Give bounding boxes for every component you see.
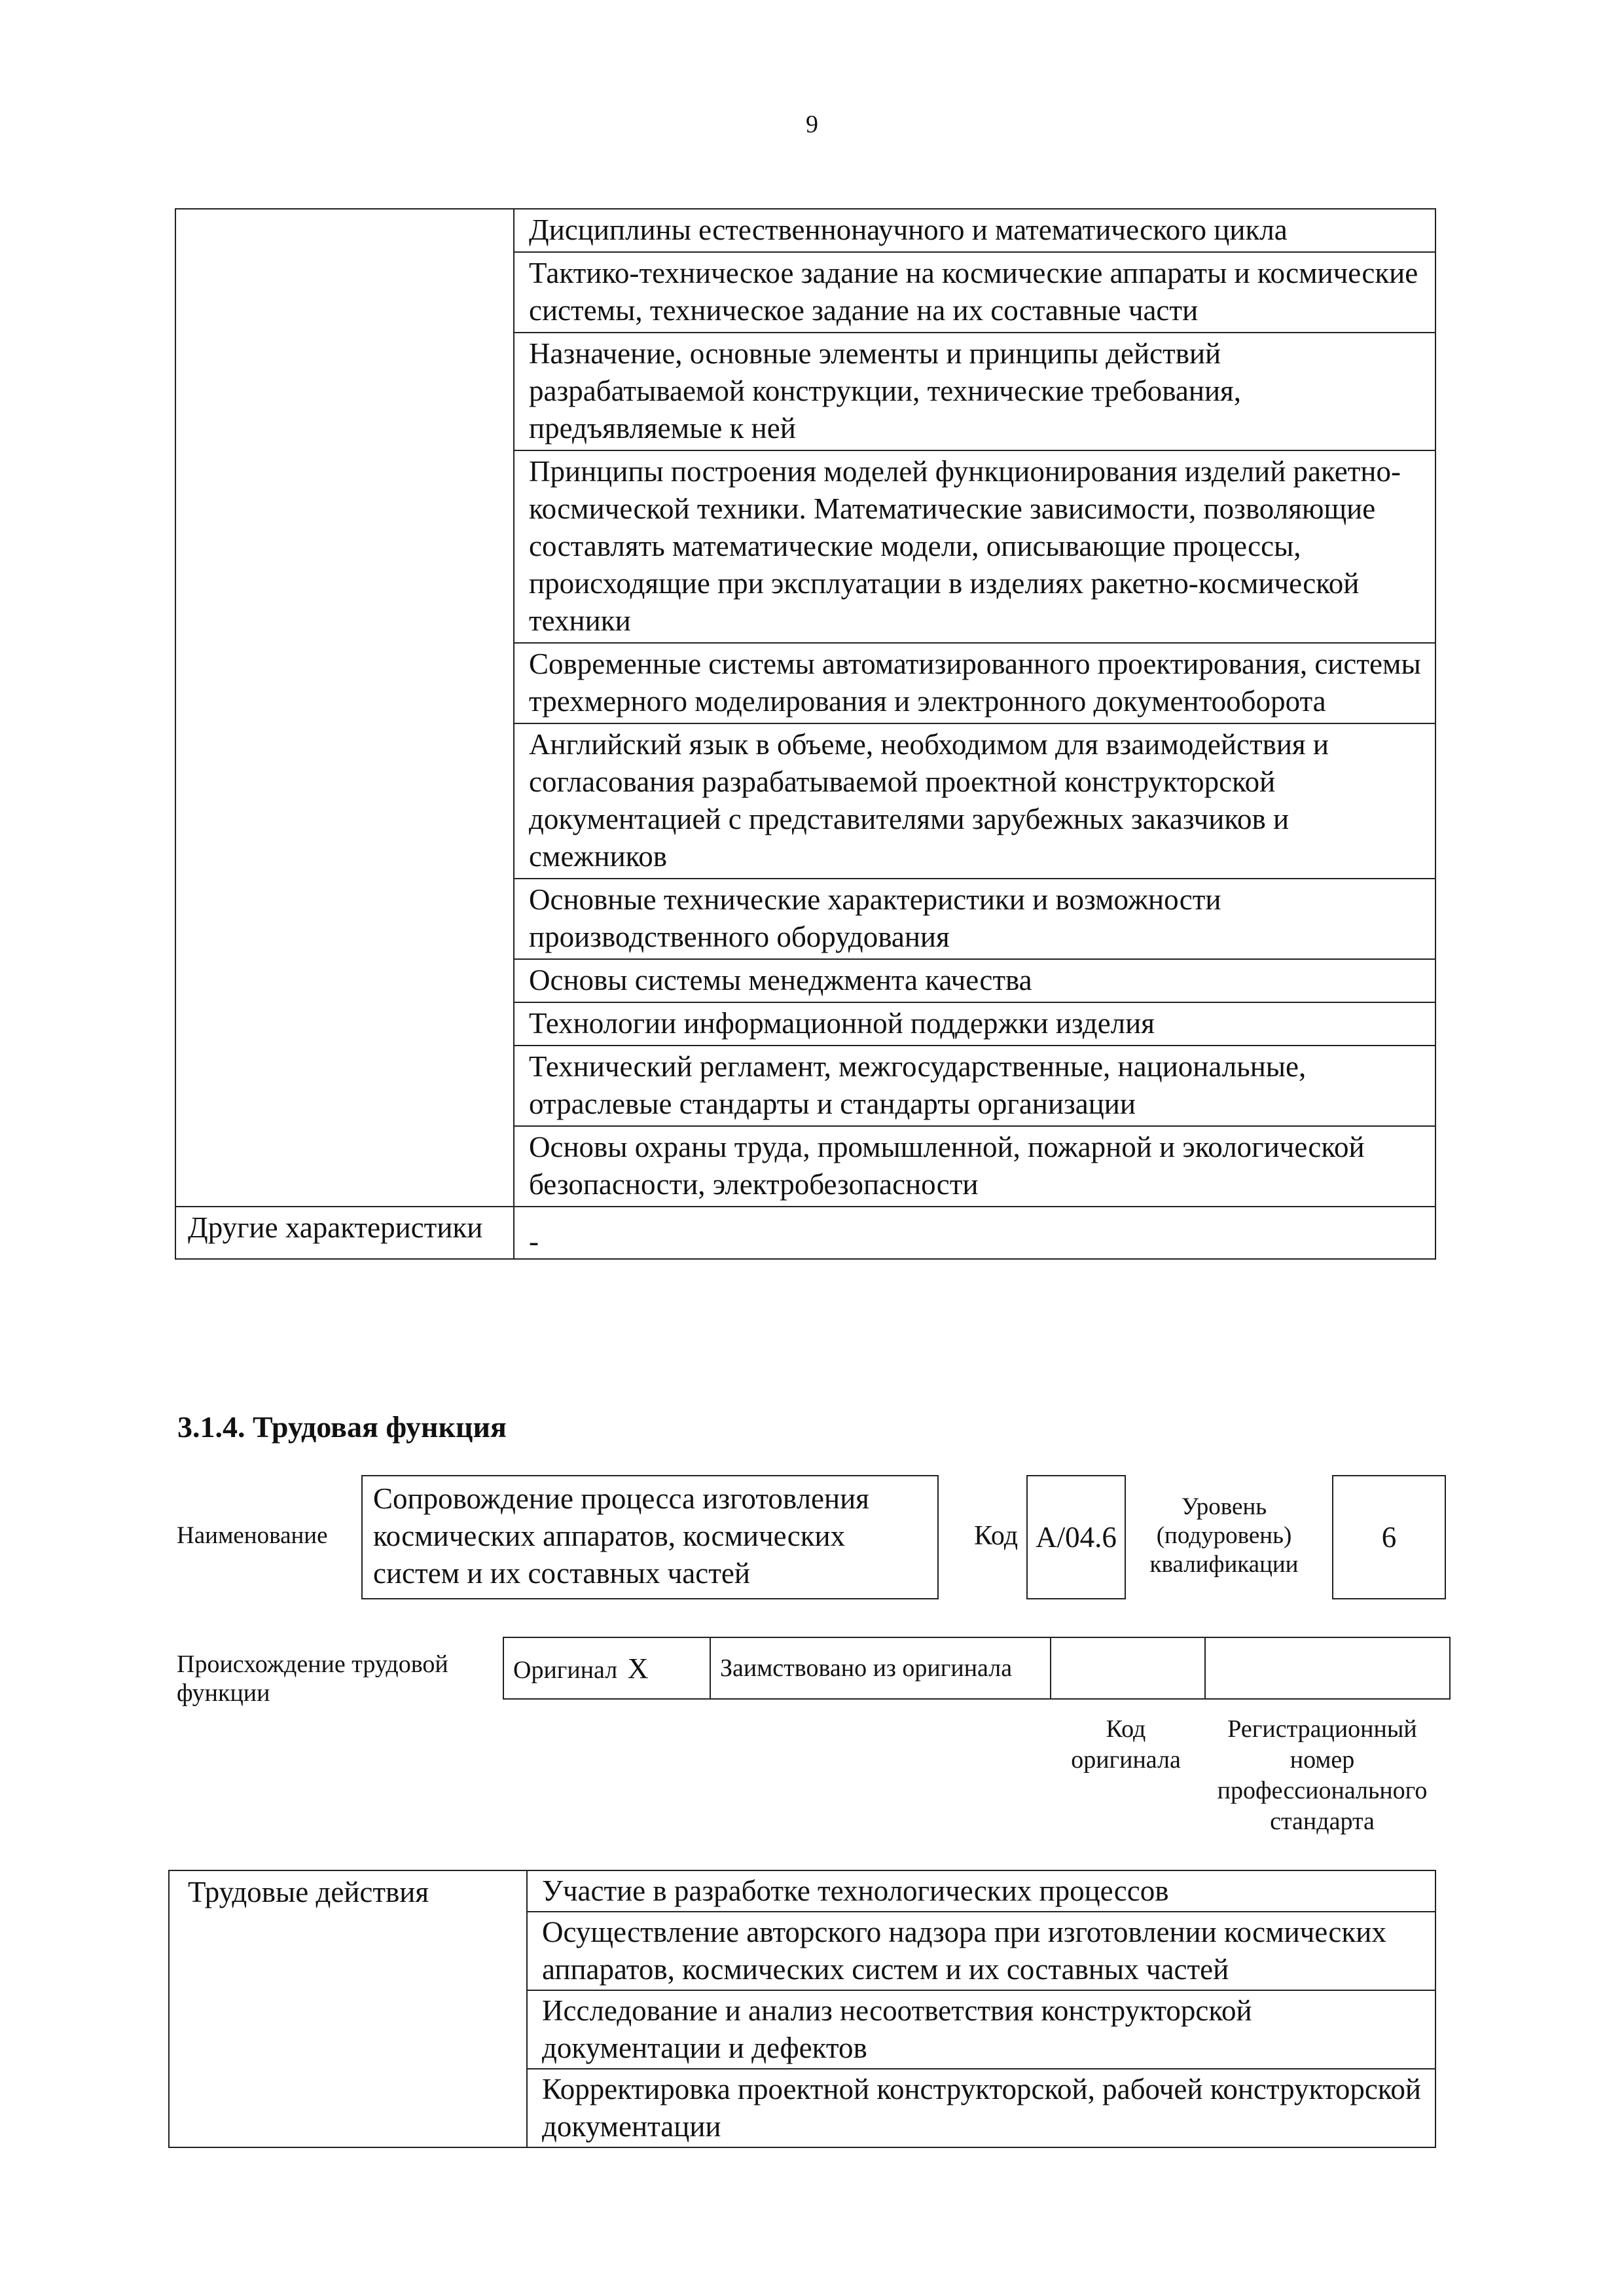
other-characteristics-label: Другие характеристики: [175, 1207, 514, 1259]
labor-actions-table: [168, 1870, 1436, 2148]
code-label: Код: [974, 1521, 1019, 1551]
origin-original-mark: X: [627, 1652, 649, 1685]
knowledge-item: Современные системы автоматизированного проектирования, системы трехмерного моделирования и электронного документооборота: [514, 643, 1435, 723]
section-title: 3.1.4. Трудовая функция: [177, 1410, 507, 1444]
knowledge-item: Основные технические характеристики и возможности производственного оборудования: [514, 879, 1435, 959]
labor-actions-label: Трудовые действия: [169, 1870, 527, 2147]
origin-code-cell: [1051, 1637, 1205, 1699]
knowledge-label-cell: [175, 209, 514, 1207]
function-name-value: Сопровождение процесса изготовления космических аппаратов, космических систем и их составных частей: [361, 1475, 939, 1599]
page-number: 9: [806, 111, 818, 138]
origin-original-cell: [503, 1637, 710, 1699]
origin-original-label: Оригинал: [513, 1656, 618, 1684]
origin-borrowed-cell: Заимствовано из оригинала: [710, 1637, 1051, 1699]
knowledge-item: Технологии информационной поддержки изделия: [514, 1002, 1435, 1046]
knowledge-item: Основы охраны труда, промышленной, пожарной и экологической безопасности, электробезопасности: [514, 1126, 1435, 1207]
knowledge-item: Назначение, основные элементы и принципы действий разрабатываемой конструкции, технические требования, предъявляемые к ней: [514, 333, 1435, 450]
knowledge-item: Технический регламент, межгосударственные, национальные, отраслевые стандарты и стандарты организации: [514, 1046, 1435, 1126]
knowledge-item: Основы системы менеджмента качества: [514, 959, 1435, 1002]
reg-number-caption: Регистрационный номер профессионального стандарта: [1217, 1715, 1428, 1835]
knowledge-item: Английский язык в объеме, необходимом для взаимодействия и согласования разрабатываемой проектной конструкторской документацией с представителями зарубежных заказчиков и смежников: [514, 723, 1435, 879]
labor-action-item: Корректировка проектной конструкторской, рабочей конструкторской документации: [527, 2069, 1435, 2147]
labor-action-item: Участие в разработке технологических процессов: [527, 1870, 1435, 1912]
original-code-caption: Код оригинала: [1071, 1715, 1181, 1774]
required-knowledge-table: [175, 208, 1436, 1260]
qualification-level-value: 6: [1332, 1475, 1446, 1599]
knowledge-item: Дисциплины естественнонаучного и математического цикла: [514, 209, 1435, 252]
knowledge-item: Тактико-техническое задание на космические аппараты и космические системы, техническое задание на их составные части: [514, 252, 1435, 333]
other-characteristics-value: -: [514, 1207, 1435, 1259]
function-code-value: A/04.6: [1026, 1475, 1126, 1599]
labor-action-item: Исследование и анализ несоответствия конструкторской документации и дефектов: [527, 1990, 1435, 2069]
level-label: Уровень (подуровень) квалификации: [1149, 1493, 1299, 1578]
knowledge-item: Принципы построения моделей функционирования изделий ракетно-космической техники. Математические зависимости, позволяющие составлять математические модели, описывающие процессы, происходящие при эксплуатации в изделиях ракетно-космической техники: [514, 450, 1435, 643]
origin-table: [503, 1637, 1451, 1700]
origin-reg-number-cell: [1205, 1637, 1450, 1699]
origin-label: Происхождение трудовой функции: [177, 1650, 448, 1707]
labor-action-item: Осуществление авторского надзора при изготовлении космических аппаратов, космических систем и их составных частей: [527, 1912, 1435, 1990]
name-label: Наименование: [177, 1522, 328, 1549]
